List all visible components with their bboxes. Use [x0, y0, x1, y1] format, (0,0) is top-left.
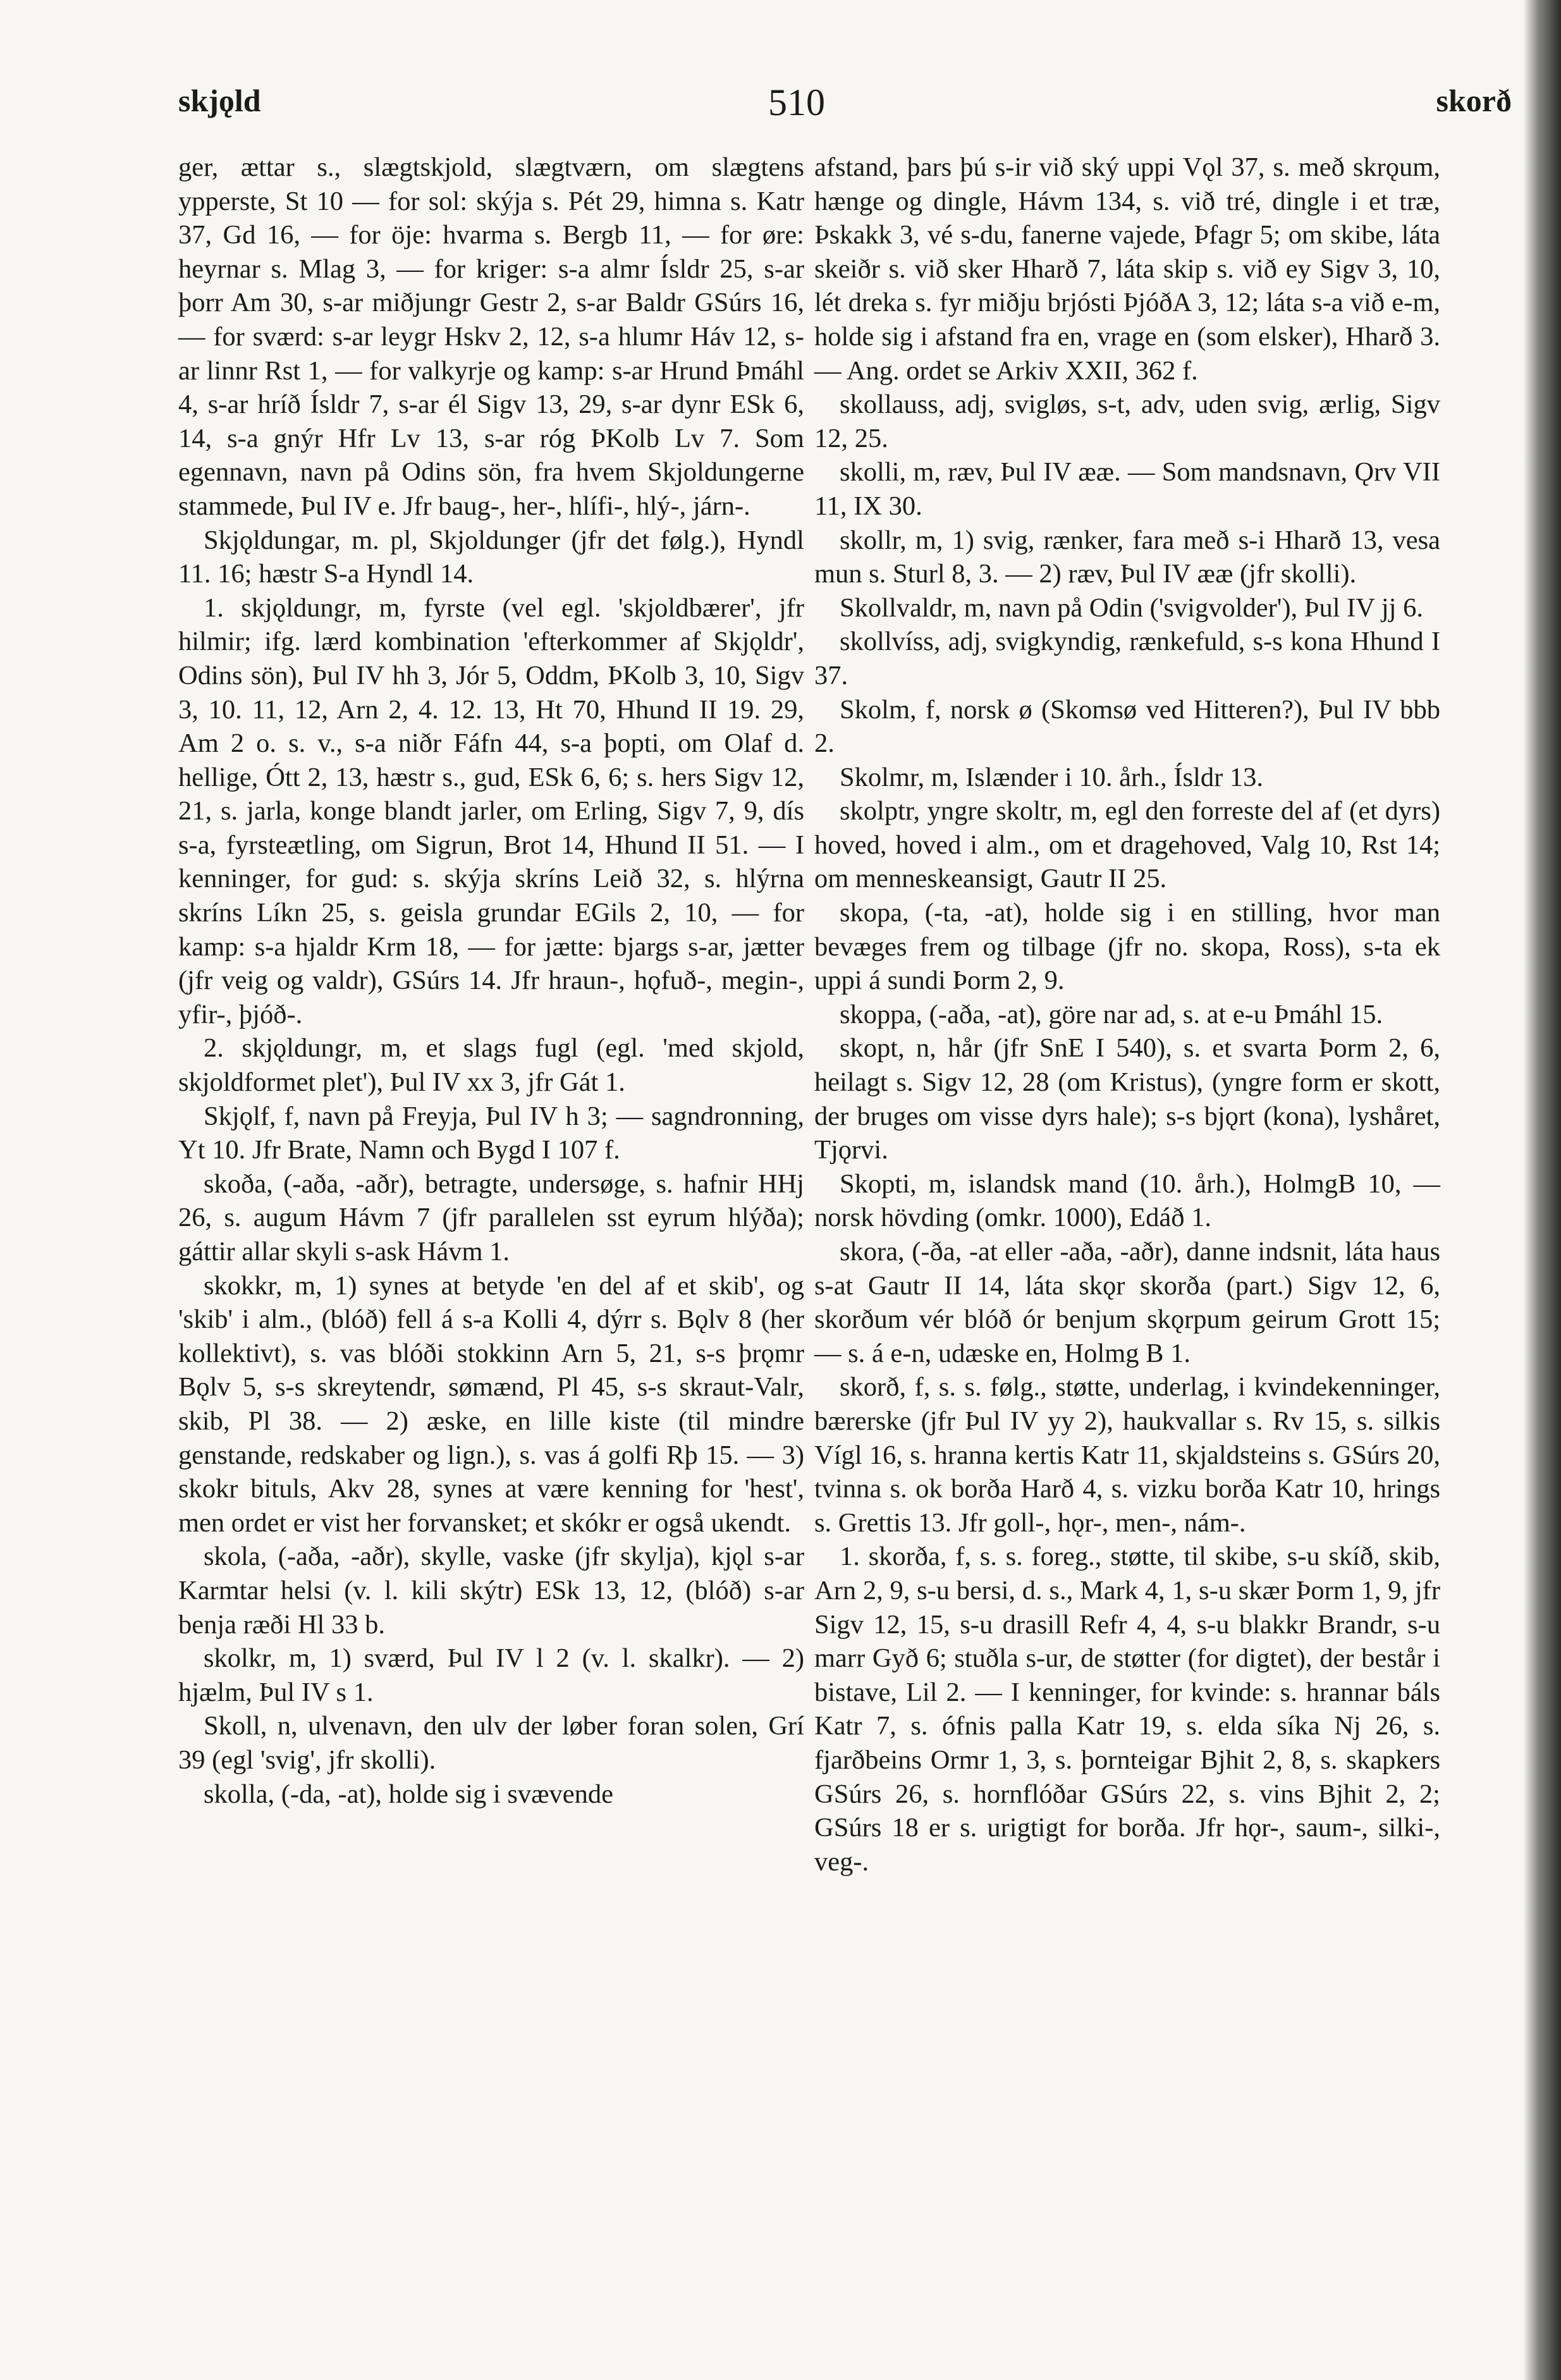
entry-skola: skola, (-aða, -aðr), skylle, vaske (jfr skylja), kjǫl s-ar Karmtar helsi (v. l. kili skýtr) ESk 13, 12, (blóð) s-ar benja ræði Hl 33 b.: [178, 1542, 804, 1640]
entry-skokkr: skokkr, m, 1) synes at betyde 'en del af et skib', og 'skib' i alm., (blóð) fell á s-a Kolli 4, dýrr s. Bǫlv 8 (her kollektivt), s. vas blóði stokkinn Arn 5, 21, s-s þrǫmr Bǫlv 5, s-s skreytendr, sømænd, Pl 45, s-s skraut-Valr, skib, Pl 38. — 2) æske, en lille kiste (til mindre genstande, redskaber og lign.), s. vas á golfi Rþ 15. — 3) skokr bituls, Akv 28, synes at være kenning for 'hest', men ordet er vist her forvansket; et skókr er også ukendt.: [178, 1270, 804, 1538]
entry-skord: skorð, f, s. s. følg., støtte, underlag, i kvindekenninger, bærerske (jfr Þul IV yy 2), haukvallar s. Rv 15, s. silkis Vígl 16, s. hranna kertis Katr 11, skjaldsteins s. GSúrs 20, tvinna s. ok borða Harð 4, s. vizku borða Katr 10, hrings s. Grettis 13. Jfr goll-, hǫr-, men-, nám-.: [814, 1372, 1440, 1538]
running-head-left: skjǫld: [178, 83, 261, 118]
left-column: [178, 150, 804, 1811]
entry-skolptr: skolptr, yngre skoltr, m, egl den forreste del af (et dyrs) hoved, hoved i alm., om et dragehoved, Valg 10, Rst 14; om menneskeansigt, Gautr II 25.: [814, 796, 1440, 894]
entry-skjolf: Skjǫlf, f, navn på Freyja, Þul IV h 3; — sagndronning, Yt 10. Jfr Brate, Namn och Bygd I 107 f.: [178, 1101, 804, 1165]
entry-skoda: skoða, (-aða, -aðr), betragte, undersøge, s. hafnir HHj 26, s. augum Hávm 7 (jfr parallelen sst eyrum hlýða); gáttir allar skyli s-ask Hávm 1.: [178, 1169, 804, 1267]
page-number: 510: [768, 82, 825, 123]
entry-skoppa: skoppa, (-aða, -at), göre nar ad, s. at e-u Þmáhl 15.: [840, 999, 1383, 1029]
entry-skjoldungr-2: 2. skjǫldungr, m, et slags fugl (egl. 'med skjold, skjoldformet plet'), Þul IV xx 3, jfr Gát 1.: [178, 1033, 804, 1098]
entry-skolmr: Skolmr, m, Islænder i 10. årh., Ísldr 13.: [840, 762, 1263, 792]
running-head-right: skorð: [1436, 83, 1512, 118]
entry-skoll: Skoll, n, ulvenavn, den ulv der løber foran solen, Grí 39 (egl 'svig', jfr skolli).: [178, 1711, 804, 1775]
entry-skorda-1: 1. skorða, f, s. s. foreg., støtte, til skibe, s-u skíð, skib, Arn 2, 9, s-u bersi, d. s., Mark 4, 1, s-u skær Þorm 1, 9, jfr Sigv 12, 15, s-u drasill Refr 4, 4, s-u blakkr Brandr, s-u marr Gyð 6; stuðla s-ur, de støtter (for digtet), der består i bistave, Lil 2. — I kenninger, for kvinde: s. hrannar báls Katr 7, s. ófnis palla Katr 19, s. elda síka Nj 26, s. fjarðbeins Ormr 1, 3, s. þornteigar Bjhit 2, 8, s. skapkers GSúrs 26, s. hornflóðar GSúrs 22, s. vins Bjhit 2, 2; GSúrs 18 er s. urigtigt for borða. Jfr hǫr-, saum-, silki-, veg-.: [814, 1542, 1440, 1877]
entry-skopa: skopa, (-ta, -at), holde sig i en stilling, hvor man bevæges frem og tilbage (jfr no. skopa, Ross), s-ta ek uppi á sundi Þorm 2, 9.: [814, 898, 1440, 996]
entry-skollauss: skollauss, adj, svigløs, s-t, adv, uden svig, ærlig, Sigv 12, 25.: [814, 390, 1440, 453]
entry-skjoldungr-1: 1. skjǫldungr, m, fyrste (vel egl. 'skjoldbærer', jfr hilmir; ifg. lærd kombination 'efterkommer af Skjǫldr', Odins sön), Þul IV hh 3, Jór 5, Oddm, ÞKolb 3, 10, Sigv 3, 10. 11, 12, Arn 2, 4. 12. 13, Ht 70, Hhund II 19. 29, Am 2 o. s. v., s-a niðr Fáfn 44, s-a þopti, om Olaf d. hellige, Ótt 2, 13, hæstr s., gud, ESk 6, 6; s. hers Sigv 12, 21, s. jarla, konge blandt jarler, om Erling, Sigv 7, 9, dís s-a, fyrsteætling, om Sigrun, Brot 14, Hhund II 51. — I kenninger, for gud: s. skýja skríns Leið 32, s. hlýrna skríns Líkn 25, s. geisla grundar EGils 2, 10, — for kamp: s-a hjaldr Krm 18, — for jætte: bjargs s-ar, jætter (jfr veig og valdr), GSúrs 14. Jfr hraun-, hǫfuð-, megin-, yfir-, þjóð-.: [178, 592, 804, 1029]
entry-skolla: skolla, (-da, -at), holde sig i svævende: [204, 1779, 613, 1809]
entry-continuation: afstand, þars þú s-ir við ský uppi Vǫl 37, s. með skrǫum, hænge og dingle, Hávm 134, s. við tré, dingle i et træ, Þskakk 3, vé s-du, fanerne vajede, Þfagr 5; om skibe, láta skeiðr s. við sker Hharð 7, láta skip s. við ey Sigv 3, 10, lét dreka s. fyr miðju brjósti ÞjóðA 3, 12; láta s-a við e-m, holde sig i afstand fra en, vrage en (som elsker), Hharð 3. — Ang. ordet se Arkiv XXII, 362 f.: [814, 152, 1440, 386]
entry-skora: skora, (-ða, -at eller -aða, -aðr), danne indsnit, láta haus s-at Gautr II 14, láta skǫr skorða (part.) Sigv 12, 6, skorðum vér blóð ór benjum skǫrpum geirum Grott 15; — s. á e-n, udæske en, Holmg B 1.: [814, 1237, 1440, 1368]
entry-continuation: ger, ættar s., slægtskjold, slægtværn, om slægtens ypperste, St 10 — for sol: skýja s. Pét 29, himna s. Katr 37, Gd 16, — for öje: hvarma s. Bergb 11, — for øre: heyrnar s. Mlag 3, — for kriger: s-a almr Ísldr 25, s-ar þorr Am 30, s-ar miðjungr Gestr 2, s-ar Baldr GSúrs 16, — for sværd: s-ar leygr Hskv 2, 12, s-a hlumr Háv 12, s-ar linnr Rst 1, — for valkyrje og kamp: s-ar Hrund Þmáhl 4, s-ar hríð Ísldr 7, s-ar él Sigv 13, 29, s-ar dynr ESk 6, 14, s-a gnýr Hfr Lv 13, s-ar róg ÞKolb Lv 7. Som egennavn, navn på Odins sön, fra hvem Skjoldungerne stammede, Þul IV e. Jfr baug-, her-, hlífi-, hlý-, járn-.: [178, 152, 804, 521]
entry-skollr: skollr, m, 1) svig, rænker, fara með s-i Hharð 13, vesa mun s. Sturl 8, 3. — 2) ræv, Þul IV ææ (jfr skolli).: [814, 525, 1440, 589]
entry-skopt: skopt, n, hår (jfr SnE I 540), s. et svarta Þorm 2, 6, heilagt s. Sigv 12, 28 (om Kristus), (yngre form er skott, der bruges om visse dyrs hale); s-s bjǫrt (kona), lyshåret, Tjǫrvi.: [814, 1033, 1440, 1165]
entry-skolkr: skolkr, m, 1) sværd, Þul IV l 2 (v. l. skalkr). — 2) hjælm, Þul IV s 1.: [178, 1643, 804, 1707]
entry-skopti: Skopti, m, islandsk mand (10. årh.), HolmgB 10, — norsk hövding (omkr. 1000), Edáð 1.: [814, 1169, 1440, 1233]
page-binding-shadow: [1523, 0, 1561, 2380]
right-column: [814, 150, 1440, 1879]
entry-skolm: Skolm, f, norsk ø (Skomsø ved Hitteren?), Þul IV bbb 2.: [814, 694, 1440, 759]
entry-skollvaldr: Skollvaldr, m, navn på Odin ('svigvolder'), Þul IV jj 6.: [840, 592, 1423, 623]
entry-skjoldungar: Skjǫldungar, m. pl, Skjoldunger (jfr det følg.), Hyndl 11. 16; hæstr S-a Hyndl 14.: [178, 525, 804, 589]
entry-skollviss: skollvíss, adj, svigkyndig, rænkefuld, s-s kona Hhund I 37.: [814, 627, 1440, 690]
entry-skolli: skolli, m, ræv, Þul IV ææ. — Som mandsnavn, Ǫrv VII 11, IX 30.: [814, 457, 1440, 521]
